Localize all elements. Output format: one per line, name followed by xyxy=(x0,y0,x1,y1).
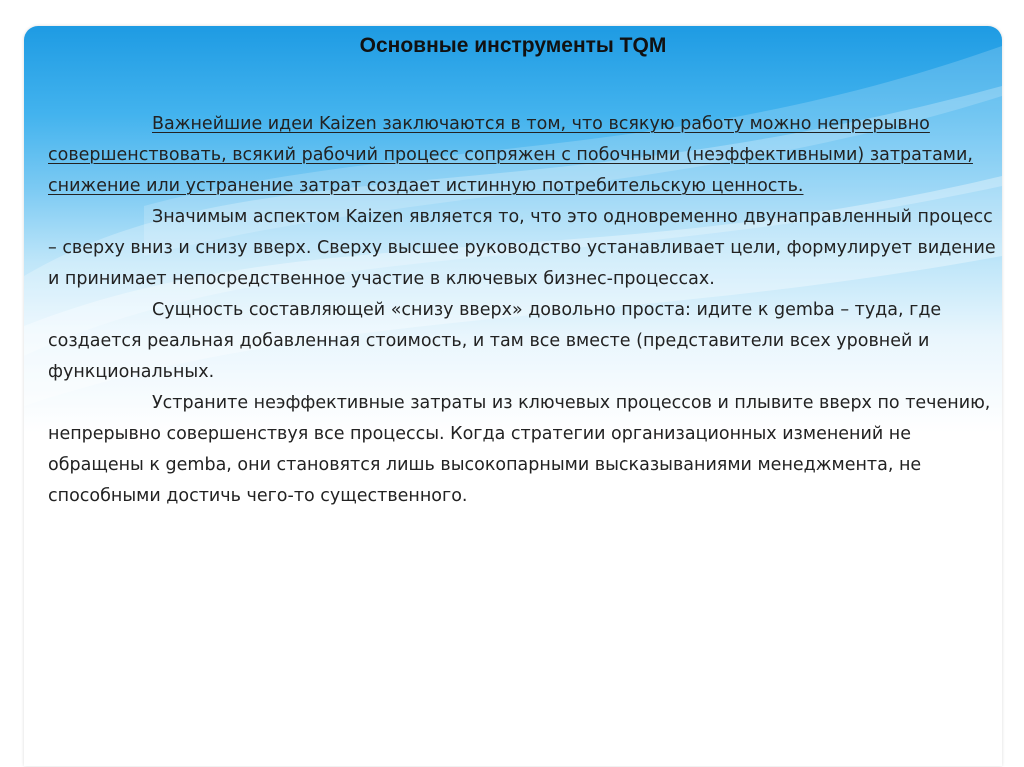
slide xyxy=(24,26,1002,766)
paragraph-4: Устраните неэффективные затраты из ключевых процессов и плывите вверх по течению, непрерывно совершенствуя все процессы. Когда стратегии организационных изменений не обращены к gemba, они становятся лишь высокопарными высказываниями менеджмента, не способными достичь чего-то существенного. xyxy=(48,393,991,506)
paragraph-2: Значимым аспектом Kaizen является то, что это одновременно двунаправленный процесс – сверху вниз и снизу вверх. Сверху высшее руководство устанавливает цели, формулирует видение и принимает непосредственное участие в ключевых бизнес-процессах. xyxy=(48,207,996,289)
slide-body xyxy=(48,109,998,512)
slide-title: Основные инструменты TQM xyxy=(359,34,667,57)
paragraph-1: Важнейшие идеи Kaizen заключаются в том, что всякую работу можно непрерывно совершенствовать, всякий рабочий процесс сопряжен с побочными (неэффективными) затратами, снижение или устранение затрат создает истинную потребительскую ценность. xyxy=(48,114,973,196)
paragraph-3: Сущность составляющей «снизу вверх» довольно проста: идите к gemba – туда, где создается реальная добавленная стоимость, и там все вместе (представители всех уровней и функциональных. xyxy=(48,300,942,382)
